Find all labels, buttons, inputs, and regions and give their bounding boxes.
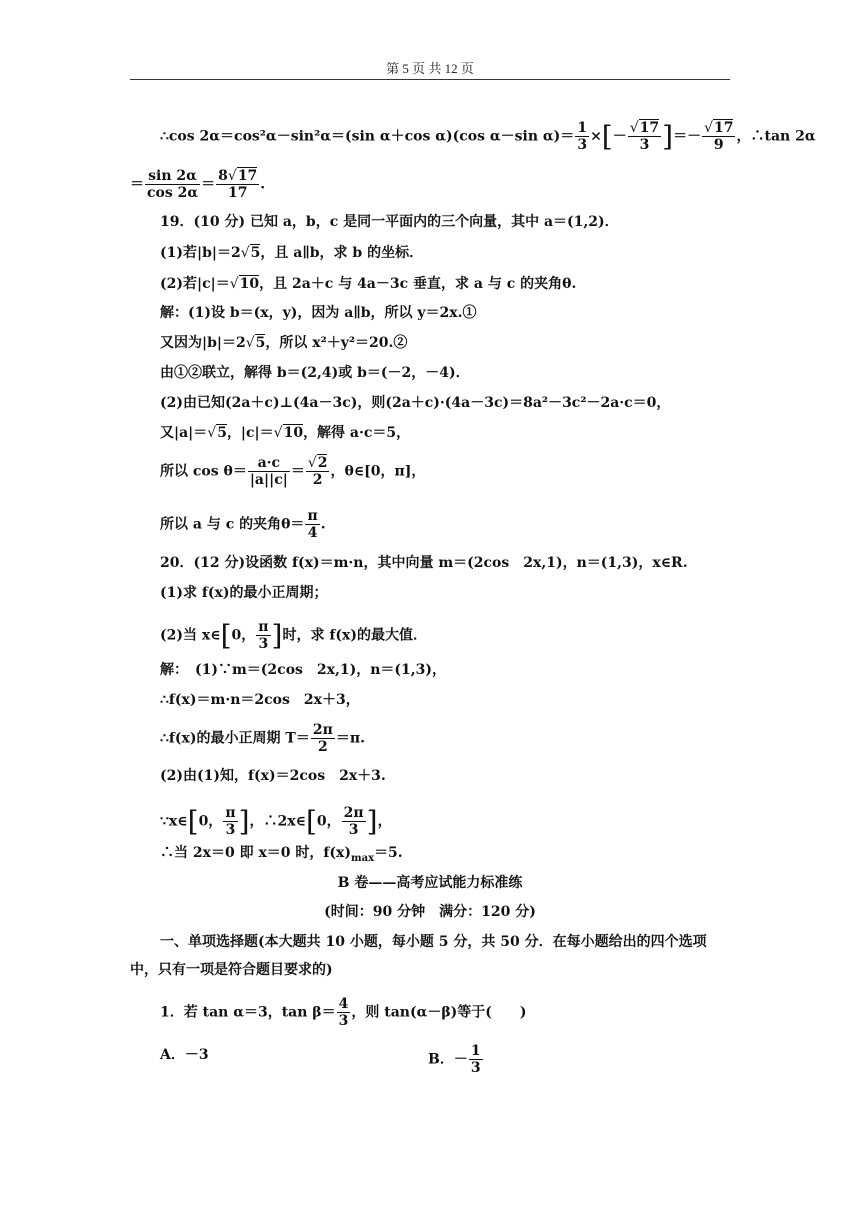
q19-sol-7: 所以 a 与 c 的夹角θ＝ $\frac{\pi}{4}$ . (160, 508, 326, 541)
q1-option-b: B．－ $\frac{1}{3}$ (428, 1043, 481, 1076)
cos2a-line: ∴cos 2α＝cos²α－sin²α＝(sin α＋cos α)(cos α－sin α)＝ $\frac{1}{3}$ ×[－ √ $\frac{17}{3}$ ]＝－ √ $\frac{17}{9}$ ，∴tan 2α (160, 120, 816, 153)
q20-sol-6: ∴当 2x＝0 即 x＝0 时，$f(x)_{max}=5$. (160, 845, 403, 864)
q20-sol-3: ∴f(x)的最小正周期 T＝ $\frac{2\pi}{2}$ ＝π. (160, 722, 365, 755)
q20-sol-4: (2)由(1)知，f(x)＝2cos 2x＋3. (160, 768, 386, 784)
tan2a-line: ＝ $\frac{\sin 2\alpha}{\cos 2\alpha}$ ＝ $\frac{8√ 17}{17}$ . (130, 168, 265, 201)
q19-sol-3: 由①②联立，解得 b＝(2,4)或 b＝(－2，－4)． (160, 365, 470, 381)
q19-sol-6: 所以 cos θ＝ $\frac{a\cdot c}{|a||c|}$ ＝ √ $\frac{2}{2}$ ，θ∈[0，π]， (160, 455, 425, 488)
q19-sol-1: 解：(1)设 b＝(x，y)，因为 a∥b，所以 y＝2x.① (160, 305, 477, 321)
part1-heading-a: 一、单项选择题(本大题共 10 小题，每小题 5 分，共 50 分．在每小题给出的四个选项 (160, 934, 707, 950)
q19-part2: (2)若|c|＝√ 10，且 2a＋c 与 4a－3c 垂直，求 a 与 c 的夹角θ. (160, 274, 576, 294)
q20-sol-5: ∵x∈[0， $\frac{\pi}{3}$ ]，∴2x∈[0， $\frac{2\pi}{3}$ ]， (160, 804, 392, 838)
q20-part2: (2)当 x∈[0， $\frac{\pi}{3}$ ]时，求 f(x)的最大值． (160, 618, 427, 652)
q20-title: 20．(12 分)设函数 f(x)＝m·n，其中向量 m＝(2cos 2x,1)，n＝(1,3)，x∈R. (160, 555, 688, 571)
section-b-title: B 卷——高考应试能力标准练 (337, 875, 523, 891)
q19-part1: (1)若|b|＝2√ 5，且 a∥b，求 b 的坐标． (160, 243, 423, 263)
q19-sol-4: (2)由已知(2a＋c)⊥(4a－3c)，则(2a＋c)·(4a－3c)＝8a²－3c²－2a·c＝0， (160, 395, 671, 411)
header-rule (130, 79, 730, 80)
part1-heading-b: 中，只有一项是符合题目要求的) (130, 962, 333, 978)
q19-title: 19．(10 分) 已知 a，b，c 是同一平面内的三个向量，其中 a＝(1,2)． (160, 214, 619, 230)
page-header: 第 5 页 共 12 页 (386, 61, 474, 76)
q1-stem: 1．若 tan α＝3，tan β＝ $\frac{4}{3}$ ，则 tan(α－β)等于( ) (160, 996, 527, 1029)
section-b-subtitle: (时间：90 分钟 满分：120 分) (324, 904, 536, 920)
q20-sol-2: ∴f(x)＝m·n＝2cos 2x＋3， (160, 692, 360, 708)
q20-part1: (1)求 f(x)的最小正周期； (160, 585, 328, 601)
q20-sol-1: 解： (1)∵m＝(2cos 2x,1)，n＝(1,3)， (160, 662, 447, 678)
q1-option-a: A．－3 (160, 1047, 209, 1063)
q19-sol-5: 又|a|＝√ 5，|c|＝√ 10，解得 a·c＝5， (160, 423, 410, 443)
q19-sol-2: 又因为|b|＝2√ 5，所以 x²＋y²＝20.② (160, 333, 407, 353)
